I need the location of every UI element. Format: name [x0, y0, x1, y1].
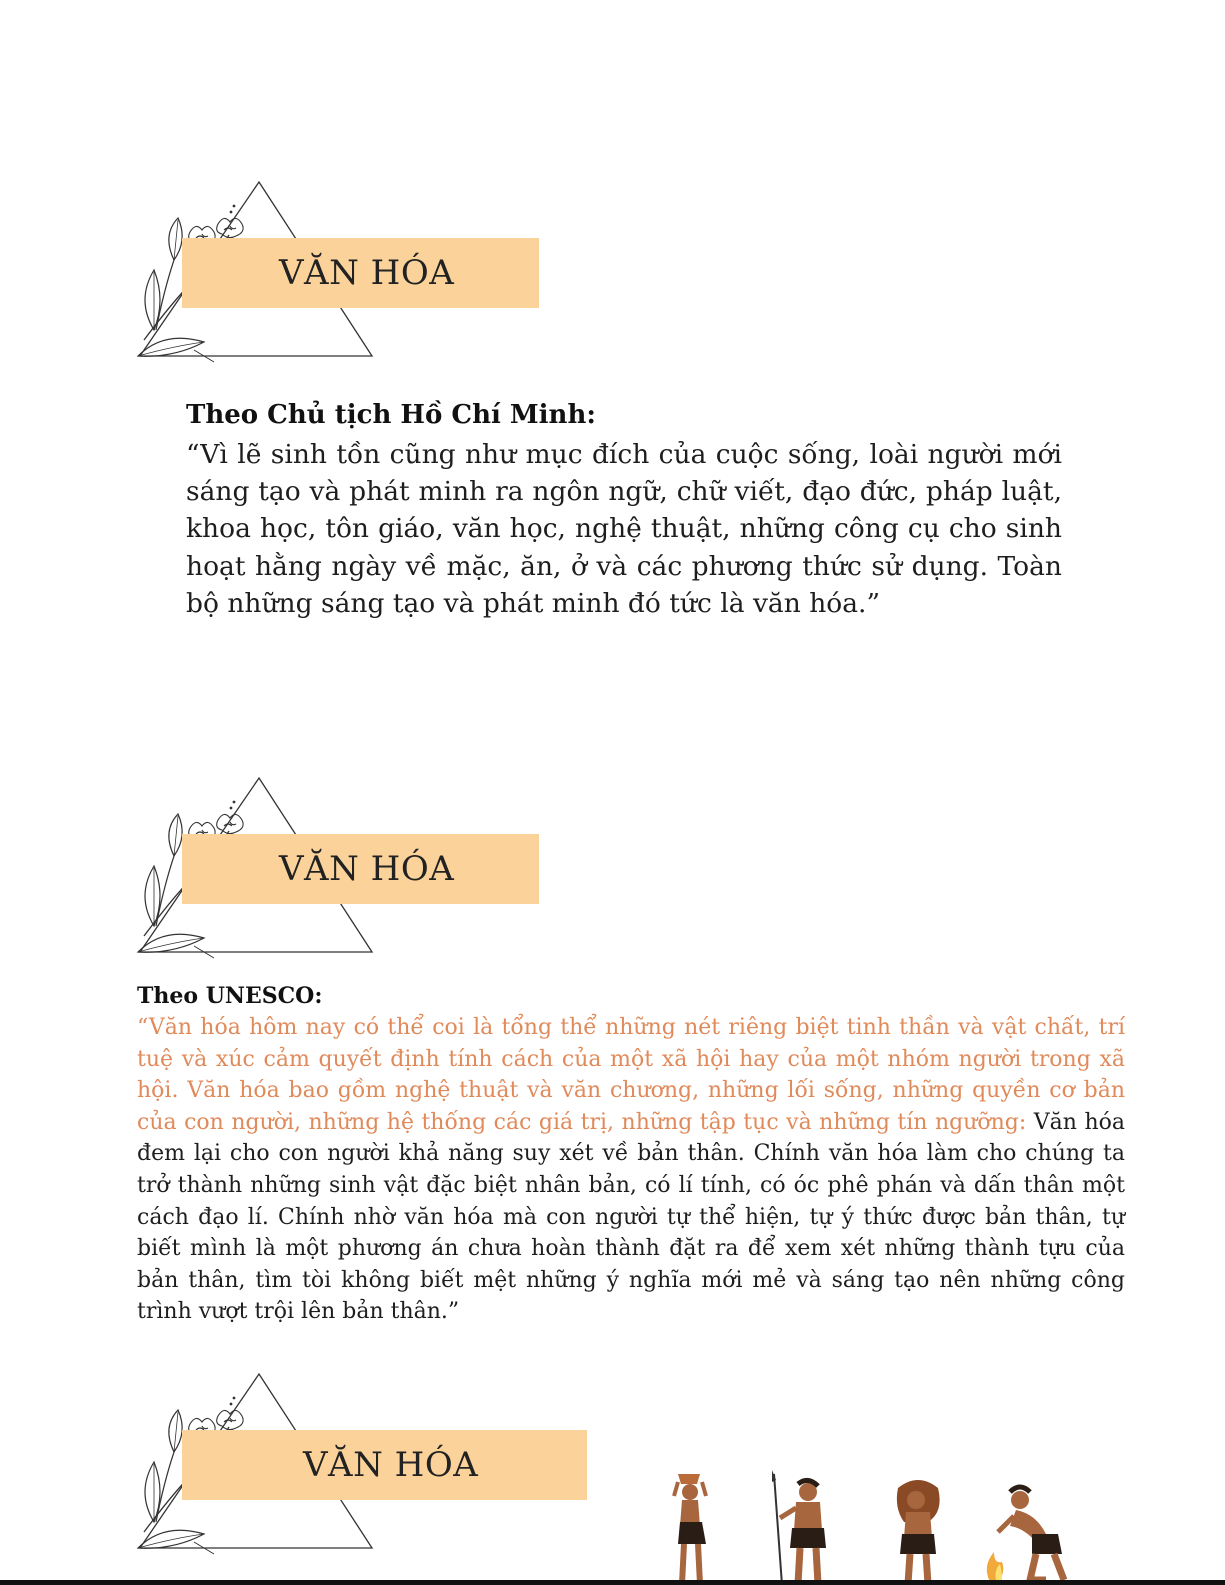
- quote-body: [137, 1012, 1125, 1328]
- page-bottom-rule: [0, 1580, 1225, 1585]
- section-badge: [134, 180, 604, 380]
- quote-body: “Vì lẽ sinh tồn cũng như mục đích của cuộc sống, loài người mới sáng tạo và phát minh ra ngôn ngữ, chữ viết, đạo đức, pháp luật, khoa học, tôn giáo, văn học, nghệ thuật, những công cụ cho sinh hoạt hằng ngày về mặc, ăn, ở và các phương thức sử dụng. Toàn bộ những sáng tạo và phát minh đó tức là văn hóa.”: [186, 439, 1062, 619]
- section-title: VĂN HÓA: [303, 1445, 479, 1485]
- title-band: [182, 1430, 587, 1500]
- person-with-spear-icon: [772, 1470, 826, 1585]
- section-title: VĂN HÓA: [279, 849, 455, 889]
- person-carrying-bundle-icon: [897, 1480, 940, 1584]
- section-badge: [134, 1372, 604, 1572]
- title-band: [182, 238, 539, 308]
- person-carrying-pot-icon: [674, 1474, 706, 1584]
- section-badge: [134, 776, 604, 976]
- quote-heading: Theo Chủ tịch Hồ Chí Minh:: [186, 400, 596, 430]
- quote-rest: Văn hóa đem lại cho con người khả năng suy xét về bản thân. Chính văn hóa làm cho chúng ta trở thành những sinh vật đặc biệt nhân bản, có lí tính, có óc phê phán và dấn thân một cách đạo lí. Chính nhờ văn hóa mà con người tự thể hiện, tự ý thức được bản thân, tự biết mình là một phương án chưa hoàn thành đặt ra để xem xét những thành tựu của bản thân, tìm tòi không biết mệt những ý nghĩa mới mẻ và sáng tạo nên những công trình vượt trội lên bản thân.”: [137, 1109, 1125, 1325]
- person-by-fire-icon: [987, 1487, 1064, 1582]
- title-band: [182, 834, 539, 904]
- section-title: VĂN HÓA: [279, 253, 455, 293]
- prehistoric-people-illustration: [660, 1470, 1080, 1585]
- quote-heading: Theo UNESCO:: [137, 983, 323, 1009]
- quote-highlight: “Văn hóa hôm nay có thể coi là tổng thể những nét riêng biệt tinh thần và vật chất, trí tuệ và xúc cảm quyết định tính cách của một xã hội hay của một nhóm người trong xã hội. Văn hóa bao gồm nghệ thuật và văn chương, những lối sống, những quyền cơ bản của con người, những hệ thống các giá trị, những tập tục và những tín ngưỡng:: [137, 1015, 1125, 1135]
